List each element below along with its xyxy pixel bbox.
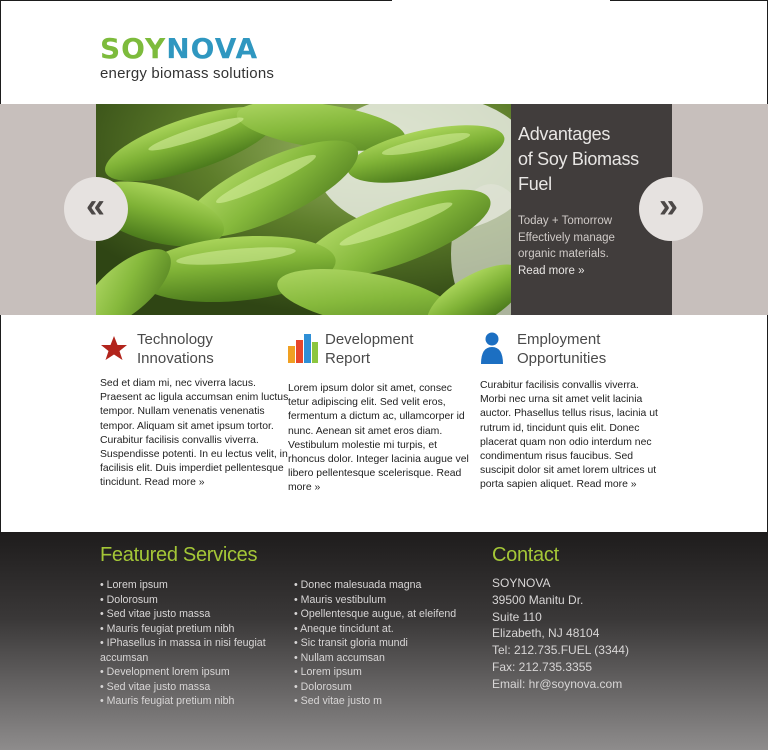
contact-city: Elizabeth, NJ 48104 — [492, 626, 600, 641]
service-link[interactable]: • Lorem ipsum — [100, 579, 168, 591]
service-link[interactable]: • IPhasellus in massa in nisi feugiat accumsan — [100, 637, 266, 664]
feature-title — [325, 330, 413, 368]
service-link[interactable]: • Donec malesuada magna — [294, 579, 422, 591]
service-link[interactable]: • Aneque tincidunt at. — [294, 622, 394, 635]
service-link[interactable]: • Dolorosum — [100, 593, 158, 606]
slider-prev-button[interactable] — [64, 177, 128, 241]
contact-email-link[interactable]: Email: hr@soynova.com — [492, 676, 623, 691]
feature-body-text: Lorem ipsum dolor sit amet, consec tetur adipiscing elit. Sed velit eros, fermentum a dictum ac, ullamcorper id nunc. Aenean sit amet eros diam. Vestibulum molestie mi turpis, et rhoncus dolor. Integer lacinia augue vel libero pellentesque scelerisque. — [288, 383, 469, 480]
frame-line-top-left — [0, 0, 392, 1]
hero-title-line-1: Advantages — [518, 124, 611, 144]
feature-header — [100, 330, 290, 382]
contact-details — [492, 575, 629, 693]
service-link[interactable]: • Nullam accumsan — [294, 651, 385, 664]
service-link[interactable]: • Development lorem ipsum — [100, 666, 230, 678]
hero-subtitle-line: Today + Tomorrow — [518, 215, 613, 227]
logo[interactable] — [100, 33, 274, 82]
service-link[interactable]: • Sed vitae justo massa — [100, 680, 211, 693]
feature-technology — [100, 330, 290, 491]
service-link[interactable]: • Mauris feugiat pretium nibh — [100, 622, 235, 635]
feature-title-line-2: Report — [325, 350, 371, 367]
feature-body-text: Curabitur facilisis convallis viverra. Morbi nec urna sit amet velit lacinia auctor. Phasellus tellus risus, lacinia ut rutrum id, tincidunt quis elit. Donec placerat quam non odio interdum nec condimentum risus faucibus. Sed suscipit dolor sit amet lorem ultrices ut porta sapien aliquet. — [480, 380, 658, 491]
hero-subtitle-line: organic materials. — [518, 248, 609, 260]
feature-read-more-link[interactable]: Read more » — [576, 479, 637, 491]
person-icon — [480, 330, 514, 366]
logo-nova-text: NOVA — [166, 32, 259, 65]
service-link[interactable]: • Lorem ipsum — [294, 666, 362, 678]
hero-subtitle-line: Effectively manage — [518, 231, 615, 244]
contact-street: 39500 Manitu Dr. — [492, 592, 584, 607]
feature-employment — [480, 330, 666, 493]
services-list-column-1 — [100, 578, 280, 709]
logo-wordmark — [100, 33, 274, 65]
feature-read-more-link[interactable]: Read more » — [144, 477, 205, 489]
hero-title — [518, 122, 666, 197]
service-link[interactable]: • Mauris feugiat pretium nibh — [100, 695, 235, 707]
chevron-right-icon: » — [659, 187, 678, 225]
edamame-photo — [96, 104, 511, 315]
service-link[interactable]: • Sed vitae justo m — [294, 695, 382, 707]
service-link[interactable]: • Mauris vestibulum — [294, 593, 387, 606]
feature-title-line-1: Technology — [137, 331, 213, 348]
contact-heading: Contact — [492, 544, 559, 566]
feature-title — [517, 330, 606, 368]
hero-read-more-link[interactable]: Read more » — [518, 264, 585, 277]
chevron-left-icon: « — [86, 187, 105, 225]
bar-chart-icon — [288, 330, 322, 366]
logo-soy-text: SOY — [100, 32, 167, 65]
service-link[interactable]: • Dolorosum — [294, 680, 352, 693]
feature-body — [480, 379, 666, 493]
feature-title-line-1: Development — [325, 331, 414, 348]
featured-services-heading: Featured Services — [100, 544, 258, 566]
edamame-photo-svg — [96, 104, 511, 315]
feature-header — [288, 330, 474, 382]
feature-title-line-2: Opportunities — [517, 350, 607, 367]
frame-line-top-right — [610, 0, 768, 1]
feature-title-line-1: Employment — [517, 331, 601, 348]
contact-company: SOYNOVA — [492, 576, 551, 590]
slider-next-button[interactable] — [639, 177, 703, 241]
feature-development — [288, 330, 474, 496]
feature-body — [288, 382, 474, 496]
service-link[interactable]: • Opellentesque augue, at eleifend — [294, 608, 457, 620]
hero-title-line-2: of Soy Biomass Fuel — [518, 149, 639, 194]
feature-title-line-2: Innovations — [137, 350, 214, 367]
feature-body-text: Sed et diam mi, nec viverra lacus. Praesent ac ligula accumsan enim luctus tempor. Nullam venenatis venenatis tempor. Aliquam sit amet ipsum tortor. Curabitur facilisis convallis viverra. Suspendisse potenti. In eu lectus velit, in facilisis elit. Duis imperdiet pellentesque tincidunt. — [100, 378, 289, 489]
star-icon — [100, 330, 134, 366]
feature-read-more-link[interactable]: Read more » — [288, 468, 462, 494]
feature-body — [100, 377, 290, 491]
logo-tagline: energy biomass solutions — [100, 65, 275, 82]
contact-fax: Fax: 212.735.3355 — [492, 659, 593, 674]
feature-header — [480, 330, 666, 382]
contact-suite: Suite 110 — [492, 609, 542, 624]
service-link[interactable]: • Sic transit gloria mundi — [294, 637, 408, 649]
services-list-column-2 — [294, 578, 474, 709]
feature-title — [137, 330, 214, 368]
service-link[interactable]: • Sed vitae justo massa — [100, 608, 211, 620]
contact-phone: Tel: 212.735.FUEL (3344) — [492, 643, 629, 658]
